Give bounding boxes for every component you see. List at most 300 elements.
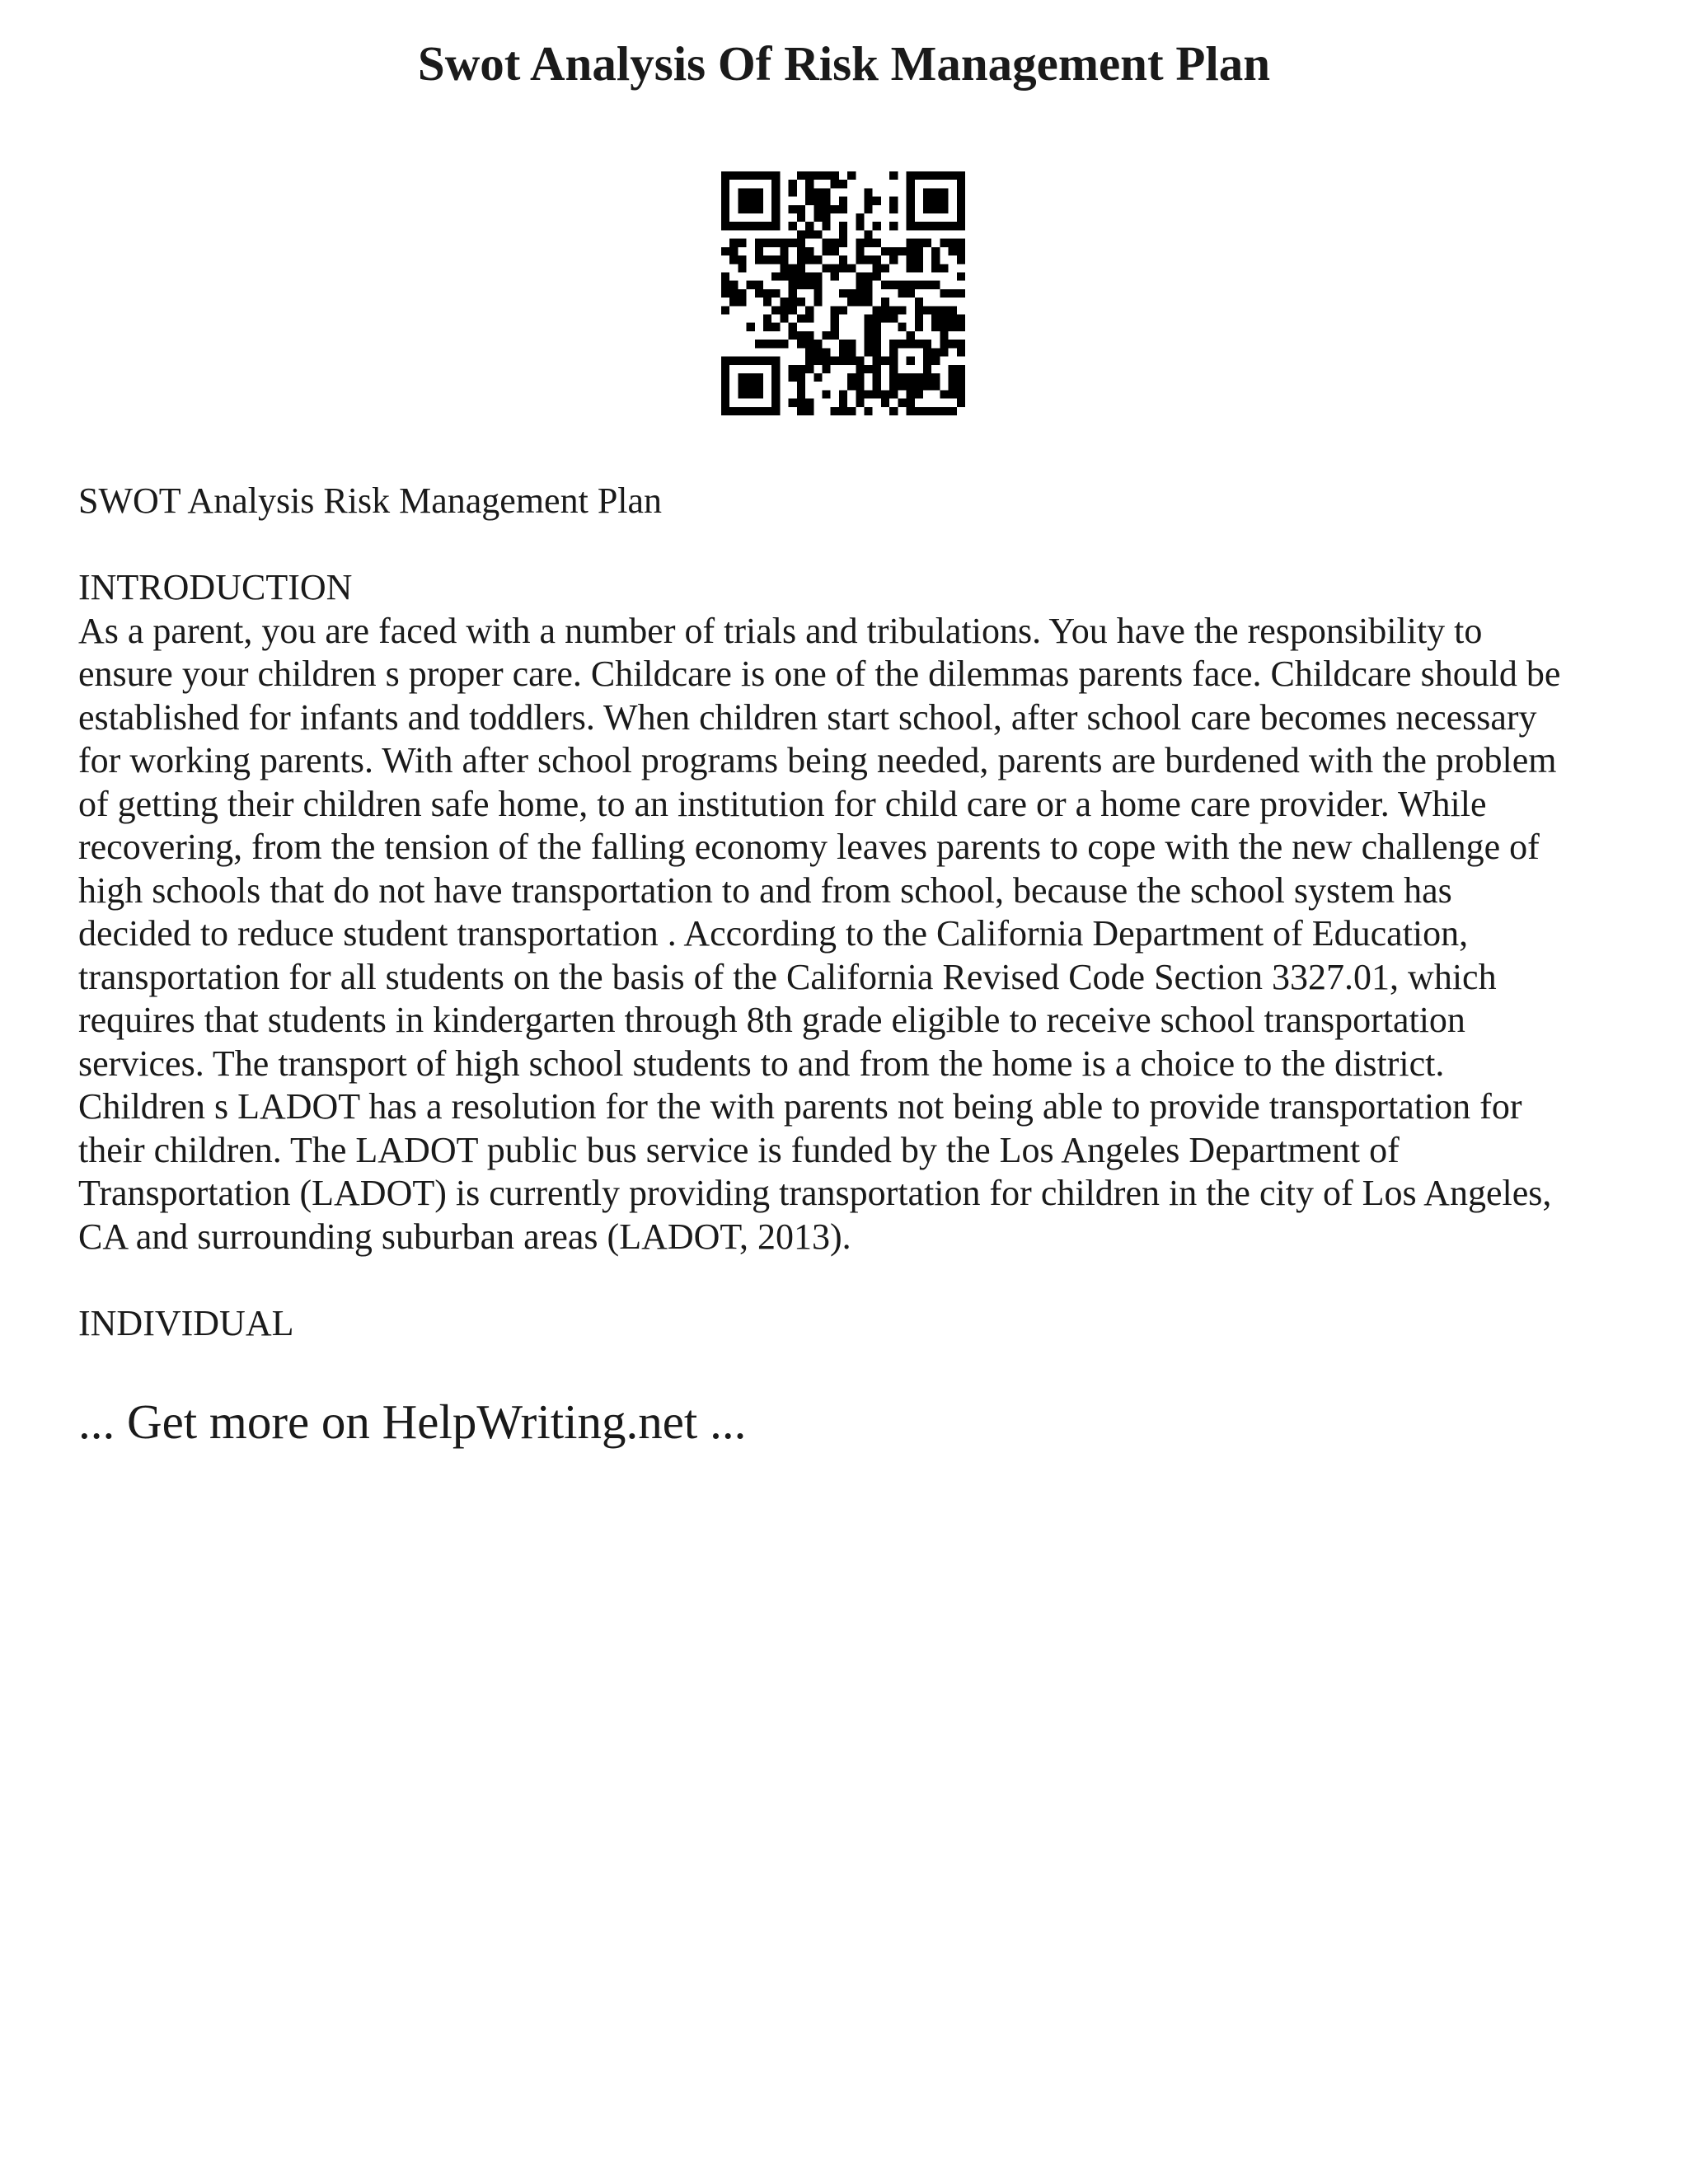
qr-module: [873, 306, 881, 314]
qr-module: [847, 407, 856, 415]
qr-module: [814, 213, 822, 222]
qr-module: [831, 171, 839, 180]
spacer: [78, 1258, 1628, 1302]
qr-module: [957, 390, 965, 398]
qr-module: [729, 255, 738, 264]
qr-code-icon: [721, 171, 965, 415]
qr-module: [931, 222, 940, 230]
qr-module: [721, 205, 729, 213]
qr-module: [771, 306, 780, 314]
qr-module: [721, 399, 729, 407]
qr-module: [831, 180, 839, 188]
qr-module: [797, 255, 805, 264]
qr-module: [797, 298, 805, 306]
qr-module: [839, 205, 847, 213]
qr-module: [931, 188, 940, 196]
qr-module: [747, 197, 755, 205]
qr-module: [721, 365, 729, 373]
qr-module: [873, 315, 881, 323]
qr-module: [856, 247, 864, 255]
qr-module: [865, 230, 873, 238]
qr-module: [898, 247, 906, 255]
qr-module: [898, 306, 906, 314]
qr-module: [873, 222, 881, 230]
qr-module: [881, 399, 889, 407]
qr-module: [814, 230, 822, 238]
introduction-line: services. The transport of high school students to and from the home is a choice to the district.: [78, 1043, 1445, 1084]
qr-module: [797, 213, 805, 222]
qr-module: [907, 213, 915, 222]
qr-module: [839, 390, 847, 398]
qr-module: [957, 247, 965, 255]
qr-module: [949, 247, 957, 255]
qr-module: [814, 373, 822, 382]
qr-module: [931, 373, 940, 382]
qr-module: [957, 272, 965, 280]
qr-module: [822, 171, 830, 180]
qr-module: [797, 171, 805, 180]
qr-module: [915, 264, 923, 272]
qr-module: [814, 289, 822, 298]
qr-module: [747, 382, 755, 390]
qr-module: [940, 188, 948, 196]
qr-module: [923, 365, 931, 373]
qr-module: [763, 298, 771, 306]
qr-module: [940, 390, 948, 398]
qr-module: [755, 255, 763, 264]
qr-module: [847, 357, 856, 365]
qr-module: [889, 255, 898, 264]
qr-module: [931, 264, 940, 272]
qr-module: [797, 272, 805, 280]
qr-module: [881, 264, 889, 272]
qr-module: [881, 247, 889, 255]
qr-module: [738, 357, 746, 365]
qr-module: [805, 272, 814, 280]
qr-module: [814, 340, 822, 348]
qr-module: [931, 197, 940, 205]
qr-module: [931, 306, 940, 314]
qr-module: [771, 213, 780, 222]
qr-module: [940, 289, 948, 298]
introduction-line: ensure your children s proper care. Childcare is one of the dilemmas parents face. Childcare should be: [78, 654, 1561, 694]
qr-module: [729, 357, 738, 365]
qr-module: [957, 205, 965, 213]
qr-module: [915, 222, 923, 230]
qr-module: [755, 390, 763, 398]
qr-module: [931, 382, 940, 390]
qr-module: [957, 197, 965, 205]
qr-module: [814, 255, 822, 264]
qr-module: [831, 264, 839, 272]
qr-module: [771, 205, 780, 213]
qr-module: [839, 197, 847, 205]
qr-module: [940, 331, 948, 340]
qr-module: [755, 171, 763, 180]
qr-module: [873, 373, 881, 382]
qr-module: [957, 365, 965, 373]
qr-module: [856, 298, 864, 306]
get-more-link[interactable]: ... Get more on HelpWriting.net ...: [78, 1394, 747, 1449]
qr-module: [940, 197, 948, 205]
qr-module: [721, 390, 729, 398]
qr-module: [915, 281, 923, 289]
qr-module: [881, 390, 889, 398]
qr-module: [865, 197, 873, 205]
qr-module: [780, 272, 788, 280]
qr-module: [957, 239, 965, 247]
qr-module: [856, 239, 864, 247]
qr-module: [831, 247, 839, 255]
qr-module: [721, 272, 729, 280]
qr-module: [889, 365, 898, 373]
qr-module: [847, 348, 856, 356]
qr-module: [822, 357, 830, 365]
introduction-line: high schools that do not have transportation to and from school, because the school system has: [78, 869, 1452, 911]
qr-module: [755, 205, 763, 213]
qr-module: [957, 171, 965, 180]
qr-module: [831, 407, 839, 415]
qr-module: [789, 180, 797, 188]
qr-module: [763, 222, 771, 230]
qr-module: [797, 365, 805, 373]
qr-module: [729, 247, 738, 255]
qr-module: [856, 289, 864, 298]
qr-module: [873, 197, 881, 205]
qr-module: [789, 306, 797, 314]
qr-module: [907, 171, 915, 180]
qr-module: [822, 188, 830, 196]
qr-module: [789, 323, 797, 331]
qr-module: [923, 348, 931, 356]
introduction-line: Transportation (LADOT) is currently providing transportation for children in the city of Los Angeles,: [78, 1173, 1552, 1213]
qr-module: [789, 298, 797, 306]
qr-module: [949, 382, 957, 390]
qr-module: [915, 239, 923, 247]
qr-module: [747, 205, 755, 213]
qr-module: [907, 289, 915, 298]
qr-module: [907, 264, 915, 272]
qr-module: [923, 382, 931, 390]
qr-module: [805, 357, 814, 365]
qr-module: [923, 222, 931, 230]
qr-module: [907, 197, 915, 205]
qr-module: [847, 373, 856, 382]
qr-module: [940, 264, 948, 272]
qr-module: [805, 171, 814, 180]
qr-module: [747, 373, 755, 382]
qr-module: [755, 407, 763, 415]
qr-module: [721, 222, 729, 230]
qr-module: [873, 272, 881, 280]
qr-module: [789, 289, 797, 298]
qr-module: [721, 171, 729, 180]
qr-module: [940, 348, 948, 356]
qr-module: [907, 331, 915, 340]
qr-module: [940, 171, 948, 180]
qr-module: [865, 365, 873, 373]
qr-module: [755, 239, 763, 247]
qr-module: [738, 205, 746, 213]
qr-module: [831, 331, 839, 340]
introduction-line: recovering, from the tension of the falling economy leaves parents to cope with the new challenge of: [78, 827, 1540, 867]
qr-module: [931, 171, 940, 180]
qr-module: [789, 272, 797, 280]
qr-module: [957, 373, 965, 382]
qr-module: [771, 197, 780, 205]
qr-module: [721, 213, 729, 222]
qr-module: [940, 239, 948, 247]
qr-module: [789, 205, 797, 213]
qr-module: [889, 281, 898, 289]
qr-module: [771, 407, 780, 415]
qr-module: [873, 264, 881, 272]
qr-module: [923, 407, 931, 415]
qr-module: [940, 222, 948, 230]
qr-module: [822, 205, 830, 213]
qr-module: [881, 306, 889, 314]
qr-module: [729, 171, 738, 180]
qr-module: [814, 272, 822, 280]
qr-module: [931, 205, 940, 213]
qr-module: [747, 357, 755, 365]
qr-module: [771, 222, 780, 230]
qr-module: [889, 348, 898, 356]
qr-module: [907, 255, 915, 264]
qr-module: [898, 281, 906, 289]
qr-module: [923, 373, 931, 382]
qr-module: [923, 306, 931, 314]
qr-module: [907, 180, 915, 188]
qr-module: [797, 205, 805, 213]
qr-module: [957, 348, 965, 356]
qr-module: [889, 340, 898, 348]
qr-module: [949, 365, 957, 373]
qr-module: [771, 323, 780, 331]
qr-module: [847, 264, 856, 272]
qr-module: [940, 323, 948, 331]
qr-module: [957, 289, 965, 298]
document-body: [78, 480, 1628, 1451]
qr-module: [721, 373, 729, 382]
qr-module: [771, 373, 780, 382]
qr-module: [931, 315, 940, 323]
qr-module: [923, 171, 931, 180]
qr-module: [729, 239, 738, 247]
qr-module: [747, 281, 755, 289]
qr-module: [915, 315, 923, 323]
introduction-line: Children s LADOT has a resolution for the with parents not being able to provide transportation for: [78, 1086, 1522, 1127]
qr-module: [721, 407, 729, 415]
qr-module: [805, 365, 814, 373]
qr-module: [923, 281, 931, 289]
qr-module: [873, 365, 881, 373]
qr-module: [898, 289, 906, 298]
qr-module: [907, 222, 915, 230]
qr-module: [931, 247, 940, 255]
qr-module: [915, 407, 923, 415]
qr-module: [747, 407, 755, 415]
qr-module: [889, 407, 898, 415]
qr-module: [805, 247, 814, 255]
qr-module: [822, 213, 830, 222]
qr-module: [771, 289, 780, 298]
qr-module: [856, 399, 864, 407]
introduction-line: transportation for all students on the basis of the California Revised Code Section 3327.01, which: [78, 956, 1497, 997]
qr-module: [805, 281, 814, 289]
qr-module: [738, 373, 746, 382]
qr-module: [729, 289, 738, 298]
qr-module: [831, 323, 839, 331]
qr-module: [763, 323, 771, 331]
qr-module: [931, 255, 940, 264]
qr-module: [771, 390, 780, 398]
qr-module: [949, 340, 957, 348]
qr-module: [915, 382, 923, 390]
qr-module: [814, 197, 822, 205]
qr-module: [873, 340, 881, 348]
qr-module: [847, 171, 856, 180]
qr-module: [755, 373, 763, 382]
qr-module: [931, 348, 940, 356]
qr-module: [865, 298, 873, 306]
qr-module: [755, 357, 763, 365]
qr-module: [856, 222, 864, 230]
qr-module: [738, 255, 746, 264]
qr-module: [780, 298, 788, 306]
qr-module: [839, 348, 847, 356]
qr-module: [915, 373, 923, 382]
qr-module: [898, 373, 906, 382]
qr-module: [738, 264, 746, 272]
qr-module: [738, 171, 746, 180]
qr-module: [889, 357, 898, 365]
qr-module: [839, 289, 847, 298]
qr-module: [831, 357, 839, 365]
qr-module: [923, 340, 931, 348]
qr-module: [889, 315, 898, 323]
qr-module: [949, 373, 957, 382]
qr-module: [747, 390, 755, 398]
qr-module: [721, 306, 729, 314]
qr-module: [923, 205, 931, 213]
qr-module: [729, 281, 738, 289]
qr-module: [931, 357, 940, 365]
qr-module: [763, 315, 771, 323]
qr-module: [865, 239, 873, 247]
qr-module: [907, 247, 915, 255]
qr-module: [907, 390, 915, 398]
spacer: [78, 523, 1628, 567]
introduction-line: CA and surrounding suburban areas (LADOT, 2013).: [78, 1216, 851, 1257]
qr-module: [873, 331, 881, 340]
qr-module: [957, 323, 965, 331]
qr-module: [915, 340, 923, 348]
qr-module: [839, 180, 847, 188]
qr-module: [738, 188, 746, 196]
qr-module: [797, 390, 805, 398]
qr-module: [822, 348, 830, 356]
qr-module: [771, 399, 780, 407]
qr-module: [881, 298, 889, 306]
qr-module: [856, 390, 864, 398]
qr-module: [907, 399, 915, 407]
qr-module: [805, 230, 814, 238]
qr-module: [873, 323, 881, 331]
qr-module: [797, 340, 805, 348]
qr-module: [780, 247, 788, 255]
qr-module: [940, 407, 948, 415]
qr-module: [915, 171, 923, 180]
qr-module: [915, 298, 923, 306]
qr-module: [856, 272, 864, 280]
qr-module: [729, 298, 738, 306]
qr-module: [763, 340, 771, 348]
qr-module: [805, 255, 814, 264]
qr-module: [831, 315, 839, 323]
individual-heading: INDIVIDUAL: [78, 1302, 294, 1343]
qr-module: [898, 323, 906, 331]
qr-module: [949, 239, 957, 247]
qr-module: [957, 340, 965, 348]
qr-module: [847, 289, 856, 298]
qr-module: [771, 171, 780, 180]
qr-module: [940, 306, 948, 314]
qr-module: [856, 382, 864, 390]
introduction-line: As a parent, you are faced with a number of trials and tribulations. You have the responsibility to: [78, 610, 1483, 651]
qr-module: [957, 213, 965, 222]
qr-module: [789, 373, 797, 382]
qr-module: [889, 247, 898, 255]
qr-module: [805, 306, 814, 314]
qr-module: [940, 205, 948, 213]
qr-module: [856, 365, 864, 373]
document-subtitle: SWOT Analysis Risk Management Plan: [78, 480, 663, 521]
qr-module: [780, 315, 788, 323]
qr-module: [898, 399, 906, 407]
qr-module: [822, 264, 830, 272]
qr-module: [949, 390, 957, 398]
qr-module: [763, 171, 771, 180]
qr-module: [865, 348, 873, 356]
qr-module: [949, 306, 957, 314]
qr-module: [949, 289, 957, 298]
qr-module: [889, 205, 898, 213]
qr-module: [755, 289, 763, 298]
qr-module: [839, 264, 847, 272]
qr-module: [865, 340, 873, 348]
qr-module: [755, 188, 763, 196]
qr-module: [763, 239, 771, 247]
qr-module: [797, 281, 805, 289]
qr-module: [889, 197, 898, 205]
qr-module: [839, 306, 847, 314]
qr-module: [780, 264, 788, 272]
qr-module: [915, 247, 923, 255]
qr-module: [771, 357, 780, 365]
qr-module: [721, 281, 729, 289]
qr-module: [814, 298, 822, 306]
qr-module: [755, 197, 763, 205]
qr-module: [771, 272, 780, 280]
qr-module: [865, 315, 873, 323]
qr-module: [721, 382, 729, 390]
qr-module: [931, 407, 940, 415]
qr-module: [839, 340, 847, 348]
qr-module: [789, 365, 797, 373]
qr-module: [957, 188, 965, 196]
qr-module: [847, 340, 856, 348]
